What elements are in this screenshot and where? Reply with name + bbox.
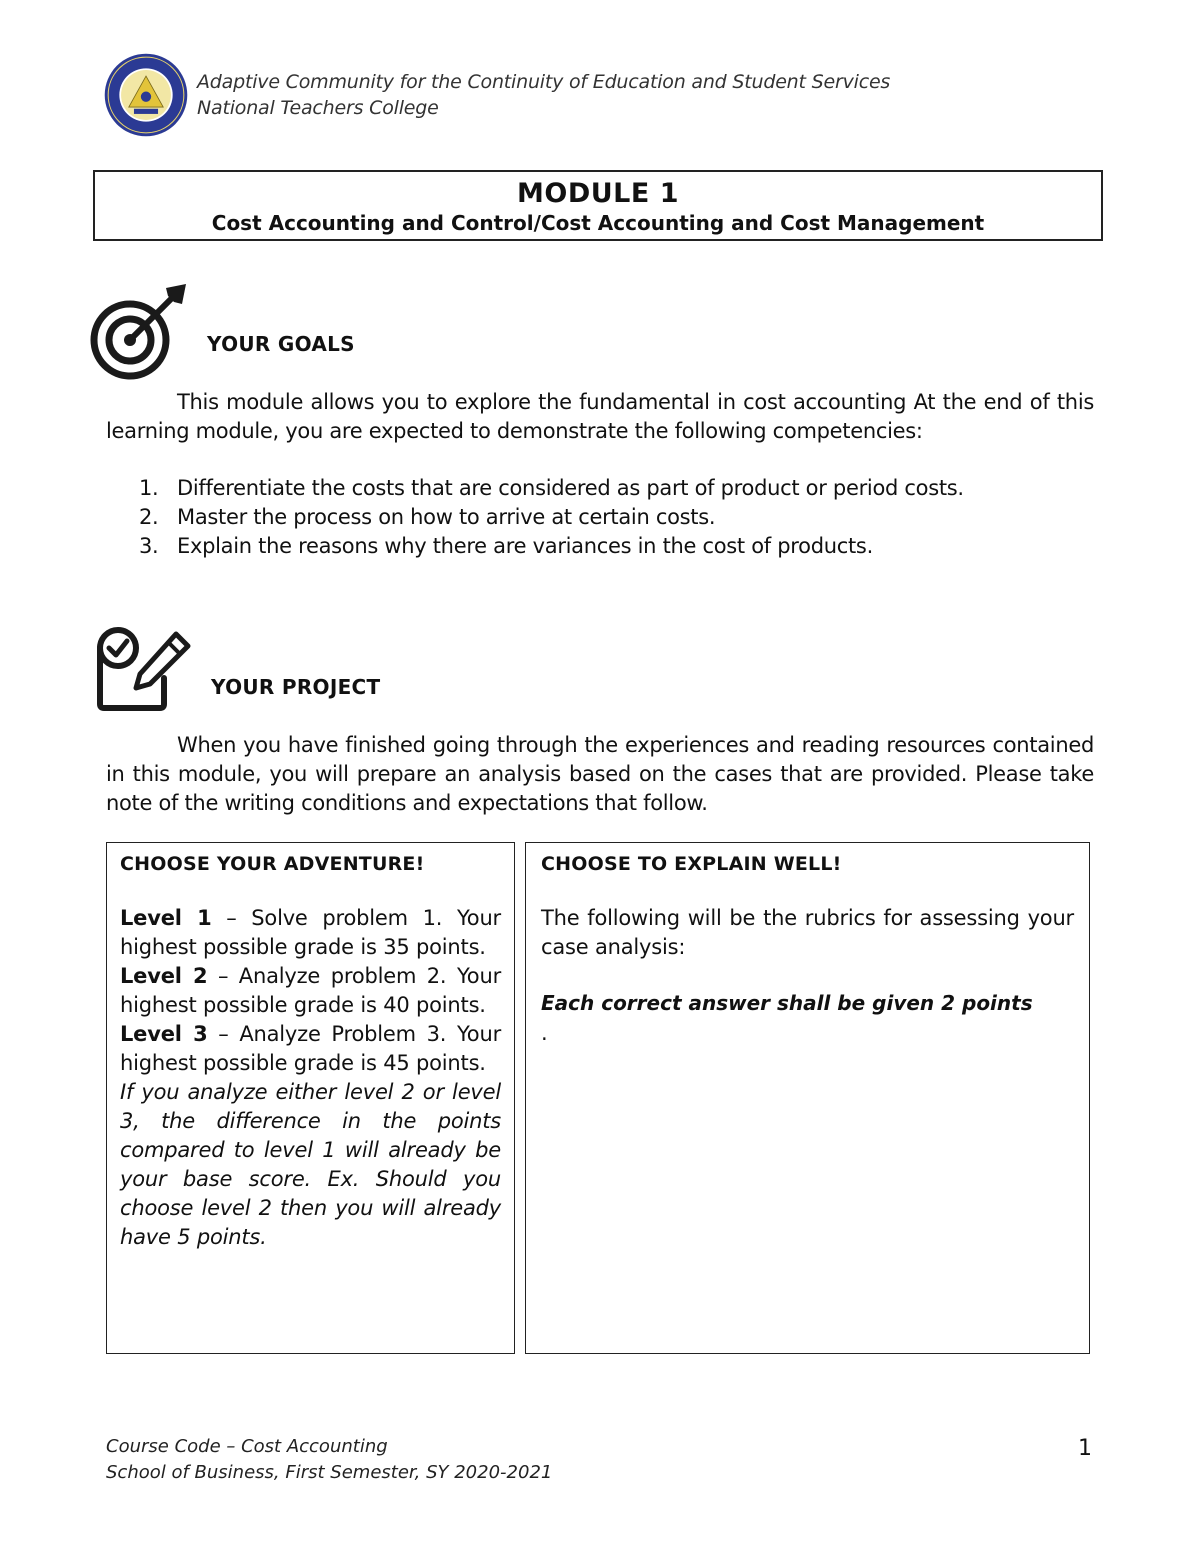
module-title-box <box>93 170 1103 241</box>
target-icon <box>90 280 190 380</box>
module-subtitle: Cost Accounting and Control/Cost Accounting and Cost Management <box>211 211 985 235</box>
explain-title: CHOOSE TO EXPLAIN WELL! <box>541 853 842 875</box>
institution-name: National Teachers College <box>197 97 439 119</box>
explain-trailing: . <box>541 1021 548 1045</box>
level-1: Level 1 – Solve problem 1. Your highest possible grade is 35 points. <box>120 906 501 959</box>
module-title: MODULE 1 <box>517 178 679 209</box>
adventure-title: CHOOSE YOUR ADVENTURE! <box>120 853 425 875</box>
list-item: 3. Explain the reasons why there are variances in the cost of products. <box>139 534 873 558</box>
checklist-pencil-icon <box>94 626 192 712</box>
explain-box <box>525 842 1090 1354</box>
explain-text: The following will be the rubrics for assessing your case analysis: <box>541 906 1074 959</box>
project-heading: YOUR PROJECT <box>211 675 381 699</box>
level-3: Level 3 – Analyze Problem 3. Your highest possible grade is 45 points. <box>120 1022 501 1075</box>
program-name: Adaptive Community for the Continuity of Education and Student Services <box>197 71 891 93</box>
adventure-note: If you analyze either level 2 or level 3, the difference in the points compared to level 1 will already be your base score. Ex. Should you choose level 2 then you will already have 5 points. <box>120 1080 501 1249</box>
footer-school: School of Business, First Semester, SY 2020-2021 <box>106 1462 553 1483</box>
footer-course: Course Code – Cost Accounting <box>106 1436 388 1457</box>
goals-intro: This module allows you to explore the fundamental in cost accounting At the end of this learning module, you are expected to demonstrate the following competencies: <box>106 390 1094 443</box>
goals-heading: YOUR GOALS <box>207 332 355 356</box>
list-item: 2. Master the process on how to arrive at certain costs. <box>139 505 716 529</box>
explain-rule: Each correct answer shall be given 2 points <box>541 991 1033 1015</box>
page-number: 1 <box>1078 1436 1092 1461</box>
goals-list <box>106 474 1096 561</box>
adventure-box <box>106 842 515 1354</box>
list-item: 1. Differentiate the costs that are considered as part of product or period costs. <box>139 476 964 500</box>
project-intro: When you have finished going through the experiences and reading resources contained in this module, you will prepare an analysis based on the cases that are provided. Please take note of the writing conditions and expectations that follow. <box>106 733 1094 815</box>
college-seal-logo <box>103 52 189 138</box>
level-2: Level 2 – Analyze problem 2. Your highest possible grade is 40 points. <box>120 964 502 1017</box>
